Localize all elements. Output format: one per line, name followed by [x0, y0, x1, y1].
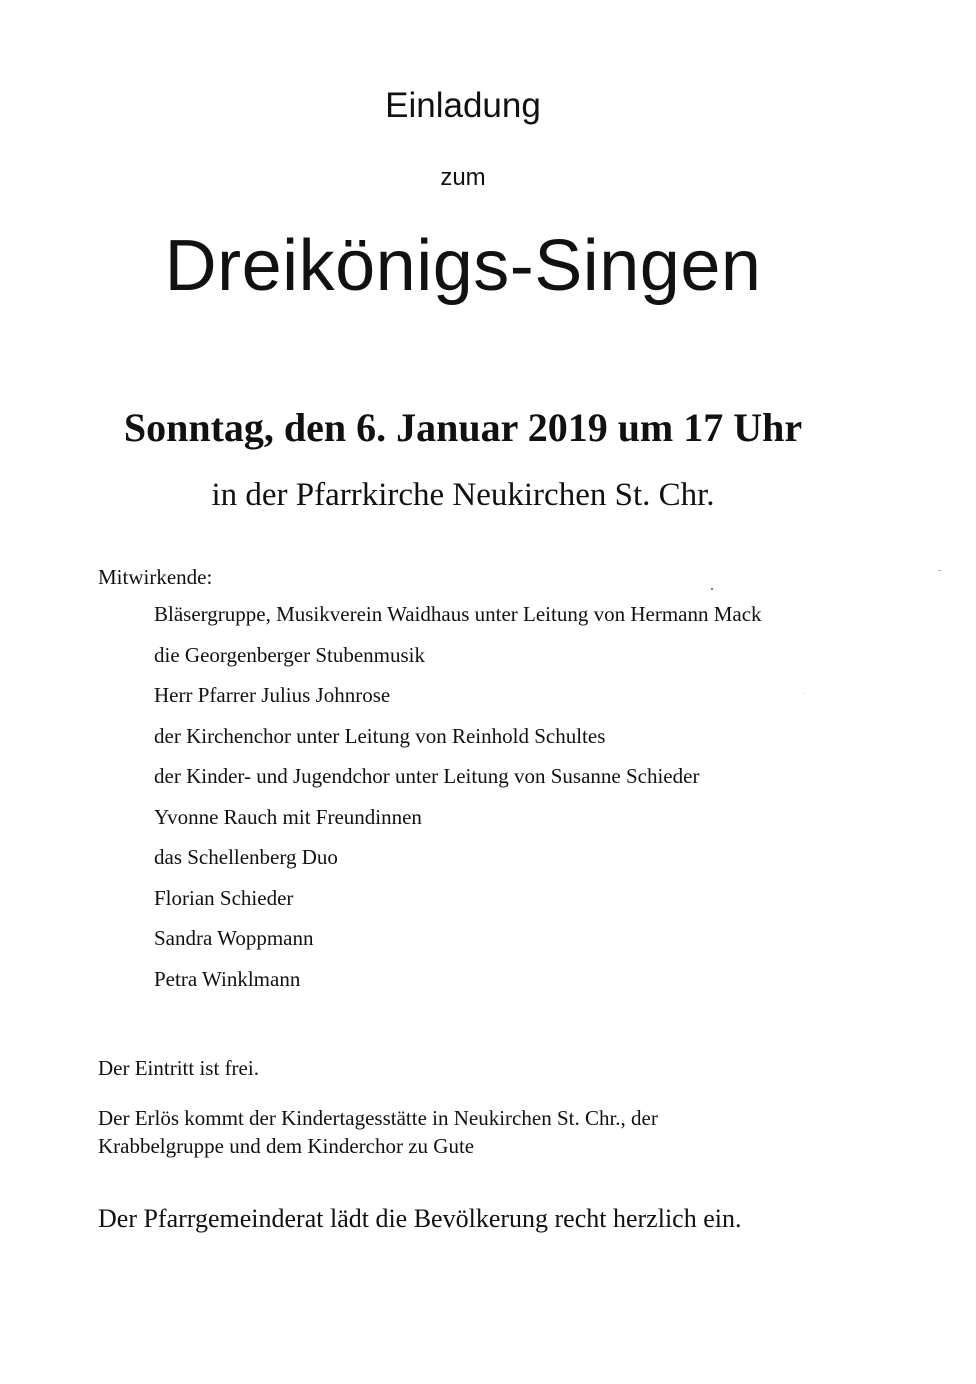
- scan-speck: [938, 570, 941, 571]
- proceeds-line: Krabbelgruppe und dem Kinderchor zu Gute: [98, 1134, 475, 1158]
- proceeds-note: [98, 1104, 818, 1160]
- scan-speck: [711, 588, 713, 590]
- participants-list: [154, 601, 762, 1006]
- participant-item: Petra Winklmann: [154, 966, 301, 991]
- proceeds-line: Der Erlös kommt der Kindertagesstätte in Neukirchen St. Chr., der: [98, 1106, 658, 1130]
- participant-item: Yvonne Rauch mit Freundinnen: [154, 804, 422, 829]
- participants-label: Mitwirkende:: [98, 565, 213, 589]
- scan-speck: [804, 693, 805, 694]
- event-date-time: Sonntag, den 6. Januar 2019 um 17 Uhr: [123, 405, 803, 450]
- event-location: in der Pfarrkirche Neukirchen St. Chr.: [211, 477, 715, 513]
- participant-item: Bläsergruppe, Musikverein Waidhaus unter Leitung von Hermann Mack: [154, 602, 762, 626]
- invitation-connector: zum: [440, 164, 486, 191]
- participant-item: das Schellenberg Duo: [154, 845, 338, 869]
- closing-note: Der Pfarrgemeinderat lädt die Bevölkerung recht herzlich ein.: [98, 1204, 742, 1233]
- participant-item: Herr Pfarrer Julius Johnrose: [154, 683, 391, 707]
- event-title: Dreikönigs-Singen: [164, 226, 762, 306]
- invitation-heading: Einladung: [385, 86, 541, 125]
- participant-item: Florian Schieder: [154, 885, 294, 910]
- participant-item: der Kirchenchor unter Leitung von Reinhold Schultes: [154, 723, 606, 748]
- admission-note: Der Eintritt ist frei.: [98, 1056, 259, 1080]
- participant-item: die Georgenberger Stubenmusik: [154, 642, 426, 667]
- participant-item: Sandra Woppmann: [154, 926, 314, 950]
- participant-item: der Kinder- und Jugendchor unter Leitung von Susanne Schieder: [154, 764, 700, 788]
